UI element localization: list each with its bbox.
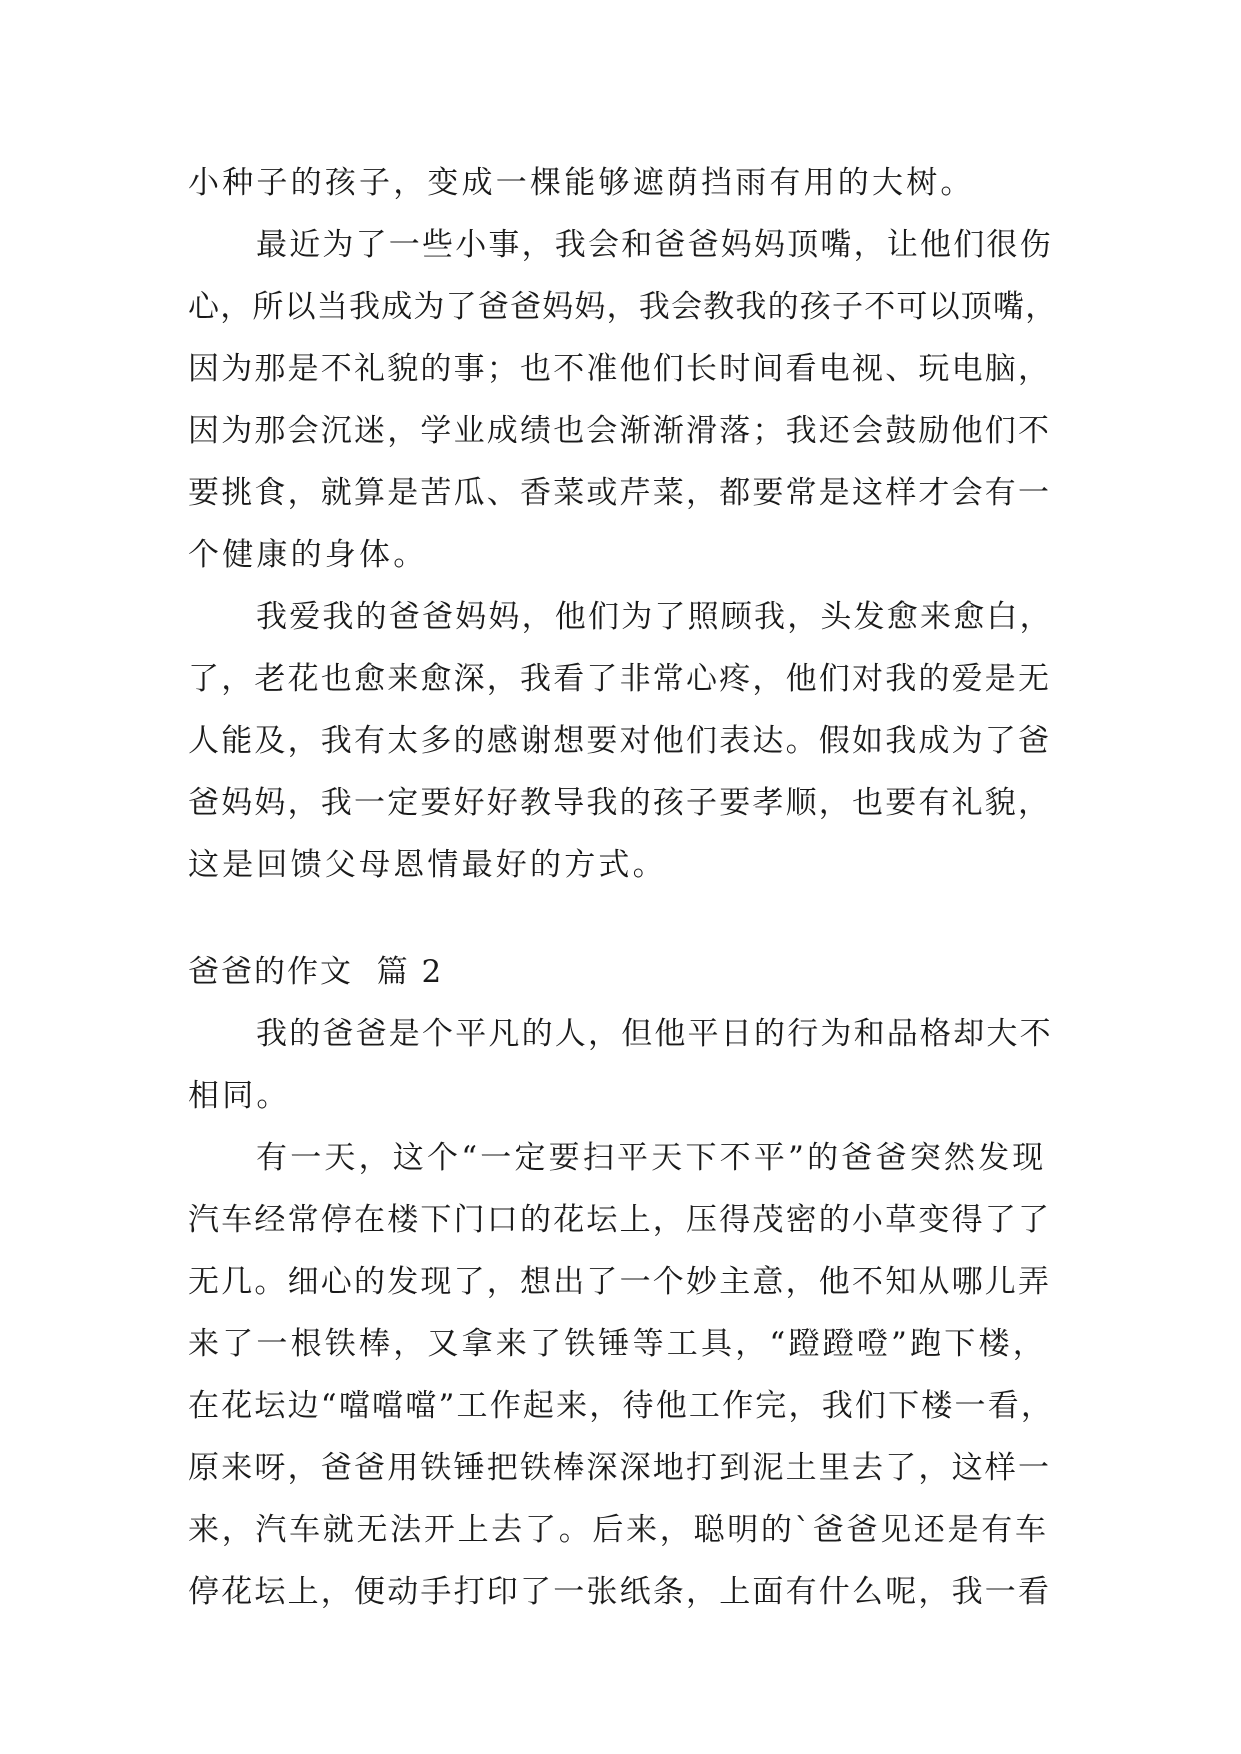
paragraph-5-line-4: 来了一根铁棒，又拿来了铁锤等工具，“蹬蹬噔”跑下楼， (188, 1326, 1047, 1362)
paragraph-2-line-3: 因为那是不礼貌的事；也不准他们长时间看电视、玩电脑， (188, 351, 1052, 387)
paragraph-2-line-1: 最近为了一些小事，我会和爸爸妈妈顶嘴，让他们很伤 (256, 227, 1053, 263)
section-heading: 爸爸的作文 篇 2 (188, 954, 444, 990)
paragraph-4-line-2: 相同。 (188, 1078, 291, 1114)
paragraph-3-line-2: 了，老花也愈来愈深，我看了非常心疼，他们对我的爱是无 (188, 661, 1052, 697)
paragraph-5-line-8: 停花坛上，便动手打印了一张纸条，上面有什么呢，我一看 (188, 1574, 1052, 1610)
paragraph-3-line-3: 人能及，我有太多的感谢想要对他们表达。假如我成为了爸 (188, 723, 1052, 759)
paragraph-5-line-1: 有一天，这个“一定要扫平天下不平”的爸爸突然发现 (256, 1140, 1047, 1176)
paragraph-3-line-1: 我爱我的爸爸妈妈，他们为了照顾我，头发愈来愈白， (256, 599, 1053, 635)
paragraph-3-line-5: 这是回馈父母恩情最好的方式。 (188, 847, 667, 883)
paragraph-2-line-4: 因为那会沉迷，学业成绩也会渐渐滑落；我还会鼓励他们不 (188, 413, 1052, 449)
paragraph-2-line-5: 要挑食，就算是苦瓜、香菜或芹菜，都要常是这样才会有一 (188, 475, 1052, 511)
paragraph-5-line-3: 无几。细心的发现了，想出了一个妙主意，他不知从哪儿弄 (188, 1264, 1052, 1300)
paragraph-2-line-6: 个健康的身体。 (188, 537, 428, 573)
paragraph-4-line-1: 我的爸爸是个平凡的人，但他平日的行为和品格却大不 (256, 1016, 1053, 1052)
paragraph-2-line-2: 心，所以当我成为了爸爸妈妈，我会教我的孩子不可以顶嘴， (188, 289, 1058, 325)
paragraph-5-line-2: 汽车经常停在楼下门口的花坛上，压得茂密的小草变得了了 (188, 1202, 1052, 1238)
paragraph-3-line-4: 爸妈妈，我一定要好好教导我的孩子要孝顺，也要有礼貌， (188, 785, 1052, 821)
paragraph-5-line-7: 来，汽车就无法开上去了。后来，聪明的`爸爸见还是有车 (188, 1512, 1049, 1548)
paragraph-1-line-1: 小种子的孩子，变成一棵能够遮荫挡雨有用的大树。 (188, 165, 975, 201)
paragraph-5-line-5: 在花坛边“噹噹噹”工作起来，待他工作完，我们下楼一看， (188, 1388, 1055, 1424)
paragraph-5-line-6: 原来呀，爸爸用铁锤把铁棒深深地打到泥土里去了，这样一 (188, 1450, 1052, 1486)
